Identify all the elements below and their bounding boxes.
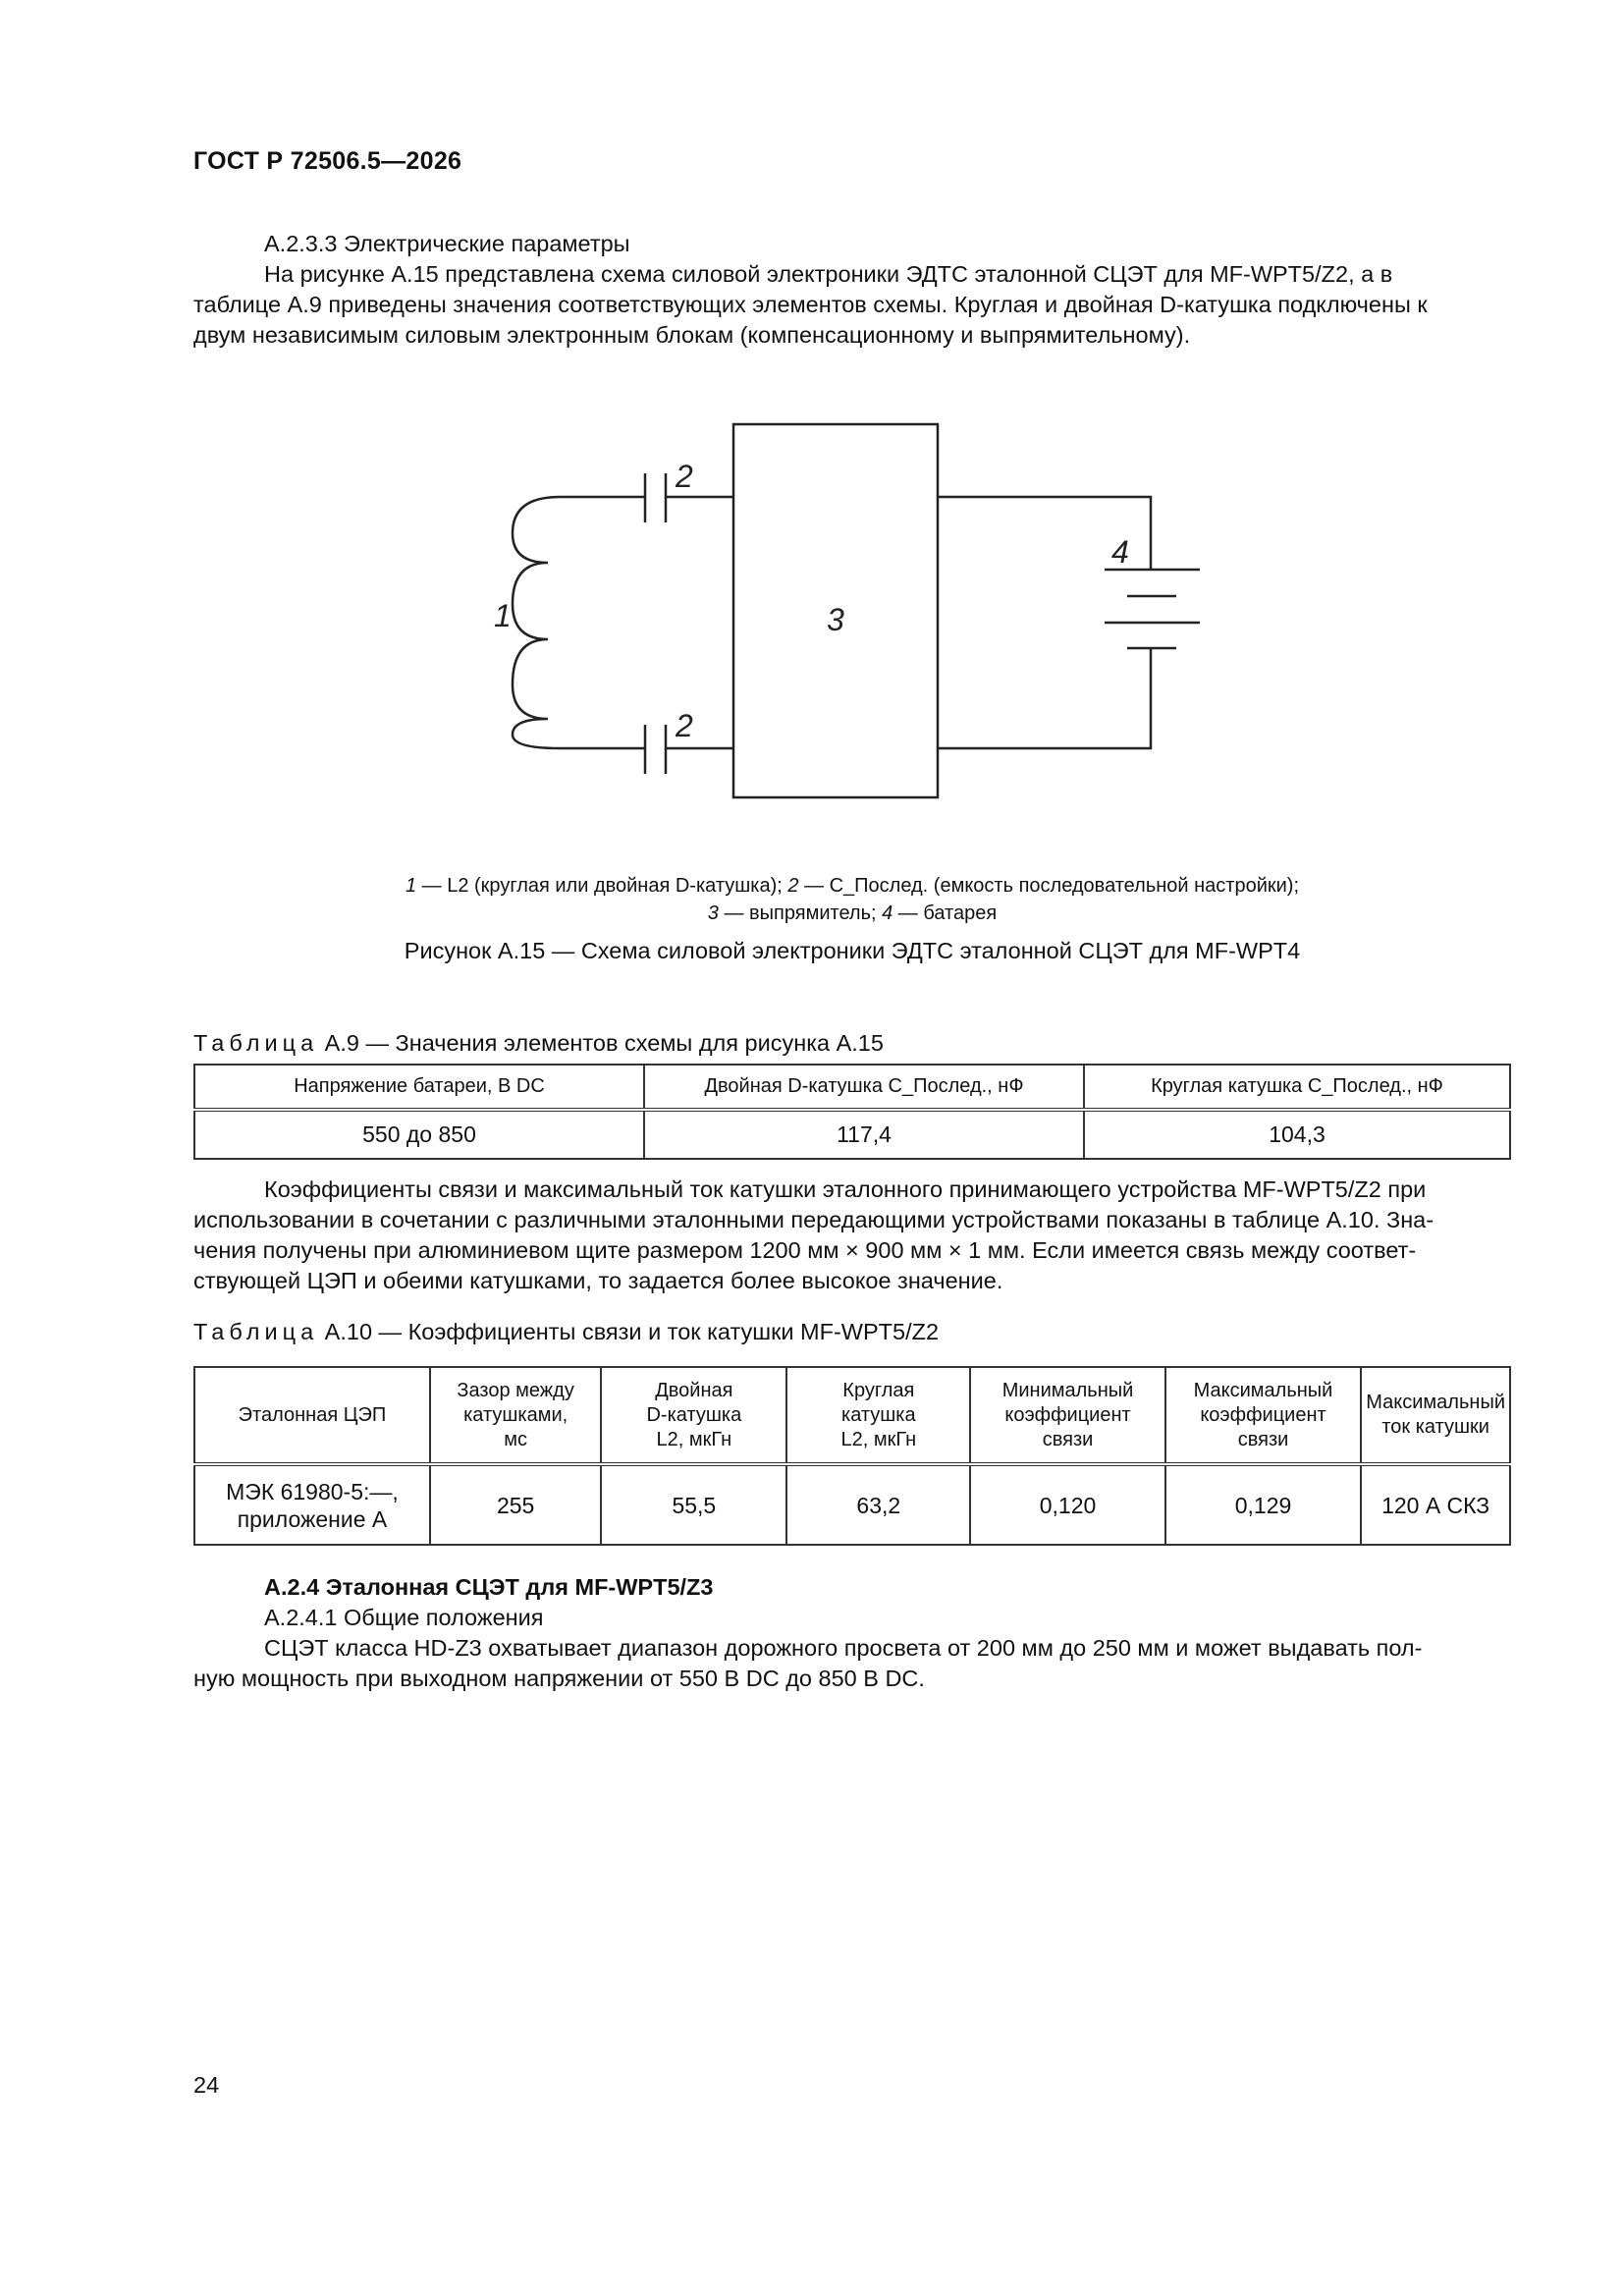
table-cell: 0,120 [970,1464,1164,1545]
table-header-cell [1165,1367,1362,1464]
table-a10 [193,1366,1511,1546]
paragraph-line: ную мощность при выходном напряжении от 550 В DC до 850 В DC. [193,1666,925,1691]
legend-text: — L2 (круглая или двойная D-катушка); [416,875,788,897]
table-header-cell [194,1367,430,1464]
legend-text: — батарея [893,902,998,924]
paragraph-line: На рисунке А.15 представлена схема силовой электроники ЭДТС эталонной СЦЭТ для MF-WPT5/Z2, а в [264,261,1393,287]
table-header-cell [430,1367,601,1464]
header-line: D-катушка [646,1403,742,1426]
section-title-a24: А.2.4 Эталонная СЦЭТ для MF-WPT5/Z3 [264,1574,714,1600]
table-a9-title [193,1030,884,1057]
paragraph-line: ствующей ЦЭП и обеими катушками, то задается более высокое значение. [193,1268,1003,1293]
label-capacitor-top: 2 [676,459,693,494]
header-line: ток катушки [1381,1416,1489,1438]
cell-line: МЭК 61980-5:—, [226,1478,399,1504]
table-cell: 255 [430,1464,601,1545]
legend-number: 3 [707,902,719,924]
header-line: Зазор между [457,1379,574,1401]
table-prefix: Таблица [193,1319,319,1344]
table-header-cell [786,1367,970,1464]
legend-text: — выпрямитель; [718,902,883,924]
section-subheading-a241: А.2.4.1 Общие положения [264,1605,544,1630]
table-a10-title [193,1319,939,1345]
table-header-cell: Круглая катушка C_Послед., нФ [1084,1065,1510,1110]
header-line: Максимальный [1366,1392,1505,1413]
coil-inductor [513,497,560,748]
label-battery: 4 [1111,534,1129,570]
legend-number: 1 [405,875,417,897]
cell-line: приложение А [237,1505,388,1532]
table-title-text: А.9 — Значения элементов схемы для рисунка А.15 [318,1030,884,1056]
table-cell: 120 А СКЗ [1361,1464,1510,1545]
table-header-cell [970,1367,1164,1464]
table-header-row [194,1367,1510,1464]
table-cell [194,1464,430,1545]
header-line: L2, мкГн [840,1428,917,1450]
header-line: L2, мкГн [656,1428,732,1450]
header-line: Эталонная ЦЭП [238,1403,387,1426]
table-header-row [194,1065,1510,1110]
table-row [194,1464,1510,1545]
table-header-cell: Напряжение батареи, В DC [194,1065,644,1110]
table-cell: 0,129 [1165,1464,1362,1545]
wire-right-bottom [938,648,1151,748]
paragraph-line: СЦЭТ класса HD-Z3 охватывает диапазон дорожного просвета от 200 мм до 250 мм и может выдавать пол- [264,1635,1423,1661]
paragraph-line: Коэффициенты связи и максимальный ток катушки эталонного принимающего устройства MF-WPT5/Z2 при [264,1176,1427,1202]
header-line: мс [504,1428,528,1450]
paragraph-line: использовании в сочетании с различными эталонными передающими устройствами показаны в таблице А.10. Зна- [193,1207,1434,1232]
table-header-cell [601,1367,786,1464]
header-line: Минимальный [1001,1379,1134,1401]
table-cell: 63,2 [786,1464,970,1545]
table-header-cell [1361,1367,1510,1464]
figure-caption: Рисунок А.15 — Схема силовой электроники ЭДТС эталонной СЦЭТ для MF-WPT4 [404,938,1301,963]
figure-legend [193,872,1511,927]
page-number: 24 [193,2072,220,2098]
header-line: Круглая [842,1379,915,1401]
paragraph-line: таблице А.9 приведены значения соответствующих элементов схемы. Круглая и двойная D-катушка подключены к [193,292,1428,317]
table-prefix: Таблица [193,1030,319,1056]
legend-number: 2 [787,875,799,897]
table-a9 [193,1064,1511,1160]
header-line: катушка [841,1403,916,1426]
paragraph-line: чения получены при алюминиевом щите размером 1200 мм × 900 мм × 1 мм. Если имеется связь между соответ- [193,1237,1417,1263]
header-line: связи [1237,1428,1289,1450]
legend-text: — C_Послед. (емкость последовательной настройки); [798,875,1300,897]
header-line: Максимальный [1193,1379,1333,1401]
table-title-text: А.10 — Коэффициенты связи и ток катушки MF-WPT5/Z2 [318,1319,940,1344]
table-cell: 104,3 [1084,1110,1510,1159]
header-line: Двойная [655,1379,733,1401]
table-cell: 550 до 850 [194,1110,644,1159]
legend-number: 4 [882,902,893,924]
table-header-cell: Двойная D-катушка C_Послед., нФ [644,1065,1084,1110]
table-cell: 55,5 [601,1464,786,1545]
header-line: коэффициент [1200,1403,1326,1426]
section-heading-a233: А.2.3.3 Электрические параметры [264,231,630,256]
label-block: 3 [827,602,844,637]
header-line: коэффициент [1004,1403,1131,1426]
header-line: катушками, [463,1403,568,1426]
label-capacitor-bottom: 2 [676,708,693,743]
circuit-diagram [0,0,1623,854]
label-coil: 1 [494,598,512,633]
header-line: связи [1042,1428,1094,1450]
table-cell: 117,4 [644,1110,1084,1159]
document-header: ГОСТ Р 72506.5—2026 [193,147,462,175]
table-row [194,1110,1510,1159]
paragraph-line: двум независимым силовым электронным блокам (компенсационному и выпрямительному). [193,322,1191,348]
